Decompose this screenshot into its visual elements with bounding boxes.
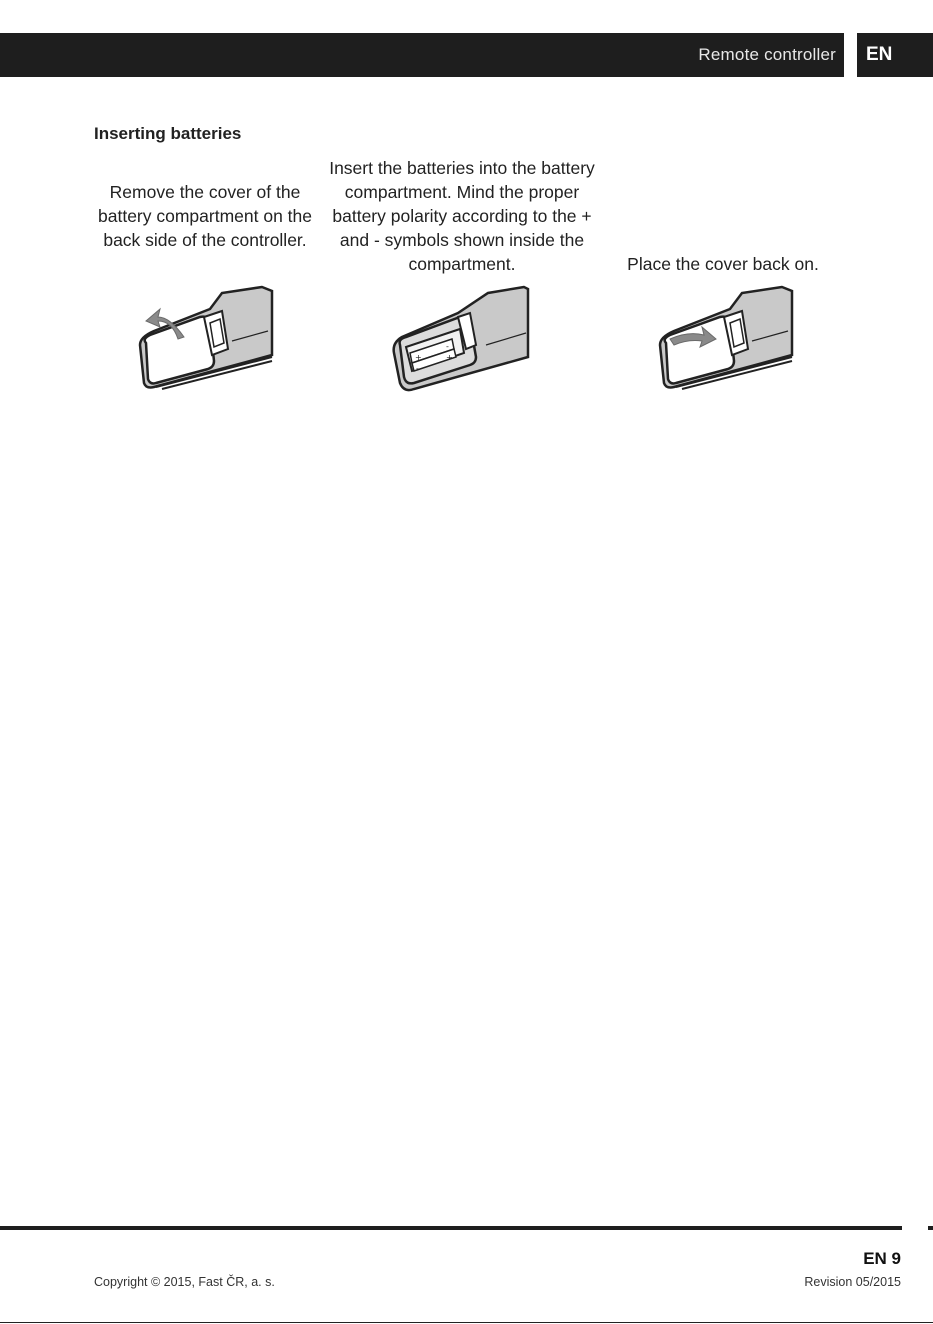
replace-cover-illustration [652, 283, 797, 393]
page-bottom-line [0, 1322, 933, 1323]
remove-cover-illustration [132, 283, 277, 393]
language-label: EN [866, 44, 893, 65]
header-title: Remote controller [698, 45, 836, 64]
svg-text:-: - [416, 364, 419, 373]
page-number: EN 9 [863, 1249, 901, 1268]
step-2-text: Insert the batteries into the battery compartment. Mind the proper battery polarity according to the + and - symbols shown inside the compartment. [329, 158, 595, 274]
step-3-text: Place the cover back on. [627, 254, 819, 274]
copyright-text: Copyright © 2015, Fast ČR, a. s. [94, 1275, 275, 1289]
footer-rule [0, 1226, 902, 1230]
header-bar [0, 33, 844, 77]
svg-text:+: + [446, 353, 453, 362]
svg-text:+: + [415, 353, 422, 362]
insert-batteries-illustration [388, 283, 533, 395]
language-tab [857, 33, 933, 77]
svg-text:-: - [446, 342, 449, 351]
footer-tick [928, 1226, 933, 1230]
revision-text: Revision 05/2015 [804, 1275, 901, 1289]
step-1-text: Remove the cover of the battery compartment on the back side of the controller. [98, 182, 312, 250]
section-title: Inserting batteries [94, 124, 242, 143]
